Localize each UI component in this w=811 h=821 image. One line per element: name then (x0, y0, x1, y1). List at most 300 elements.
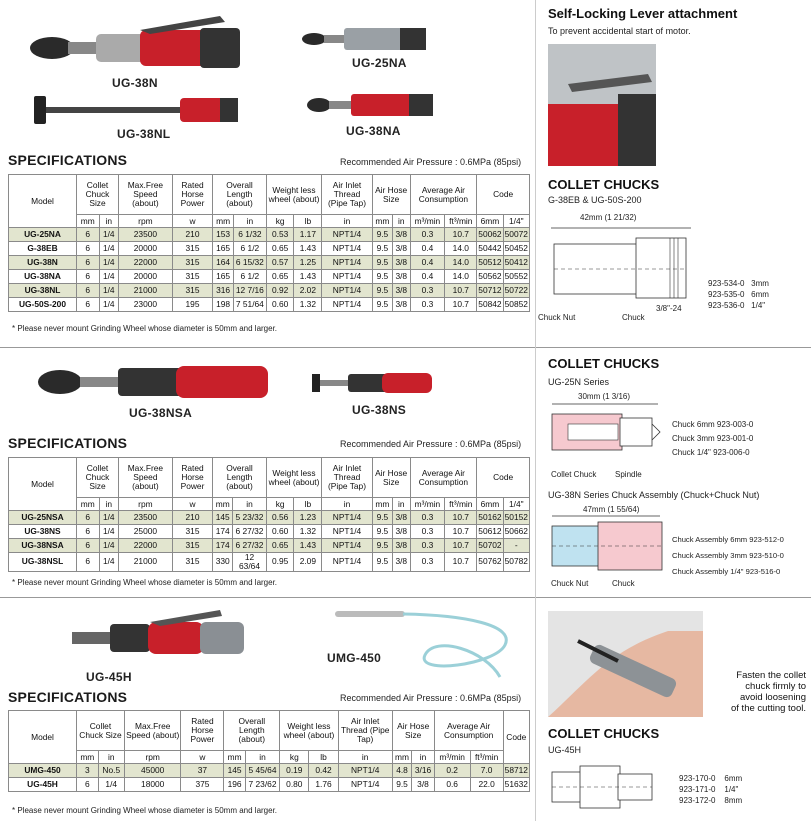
table-cell: 7 23/62 (245, 778, 279, 792)
table-cell: 6 (77, 270, 100, 284)
unit-14: 1/4" (503, 498, 529, 511)
th-collet: Collet Chuck Size (77, 175, 119, 215)
table-cell: 0.56 (266, 511, 294, 525)
cc3-part: Chuck Assembly 3mm 923-510-0 (672, 551, 784, 560)
table-cell: 165 (213, 270, 234, 284)
table-cell: 0.42 (309, 764, 338, 778)
cc2-spindle: Spindle (615, 470, 642, 479)
table-cell: 3/8 (393, 228, 411, 242)
table-cell: 6 (77, 778, 99, 792)
th-rated: Rated Horse Power (172, 175, 212, 215)
cc4-part-size: 8mm (724, 796, 743, 805)
table-cell: 50782 (503, 553, 529, 572)
table-cell: 10.7 (445, 511, 477, 525)
th-airinlet: Air Inlet Thread (Pipe Tap) (338, 711, 392, 751)
cc4-part-size: 1/4" (724, 785, 739, 794)
table-cell: 45000 (124, 764, 181, 778)
table-cell: 23500 (119, 228, 173, 242)
unit-in: in (245, 751, 279, 764)
unit-mm: mm (77, 498, 100, 511)
fasten-line: avoid loosening (739, 692, 806, 703)
table-cell: 6 (77, 298, 100, 312)
th-collet: Collet Chuck Size (77, 458, 119, 498)
umg450-label: UMG-450 (327, 651, 382, 665)
table-cell: 0.60 (266, 298, 294, 312)
table-cell: 1.25 (294, 256, 322, 270)
table-cell: 2.02 (294, 284, 322, 298)
lever-photo (548, 44, 656, 166)
table-cell: 0.65 (266, 539, 294, 553)
table-cell: 9.5 (372, 525, 392, 539)
table-cell: 6 1/2 (233, 270, 266, 284)
table-cell: 4.8 (392, 764, 412, 778)
ug45h-label: UG-45H (86, 670, 132, 684)
unit-in: in (98, 751, 124, 764)
ug38na-label: UG-38NA (346, 124, 401, 138)
fasten-text (708, 670, 806, 714)
section-divider-1 (0, 347, 811, 348)
unit-rpm: rpm (119, 498, 173, 511)
model-cell: UG-45H (9, 778, 77, 792)
table-cell: 0.3 (410, 228, 445, 242)
collet-chucks-sub-1: G-38EB & UG-50S-200 (548, 195, 642, 205)
cc4-part-size: 6mm (724, 774, 743, 783)
table-cell: 3/8 (393, 539, 411, 553)
collet-chuck-diagram-4 (548, 760, 658, 814)
table-cell: 22.0 (470, 778, 503, 792)
unit-kg: kg (266, 498, 294, 511)
ug38n-label: UG-38N (112, 76, 158, 90)
table-cell: 1/4 (99, 228, 118, 242)
unit-6mm: 6mm (477, 498, 503, 511)
table-cell: 1/4 (99, 270, 118, 284)
th-rated: Rated Horse Power (181, 711, 224, 751)
cc2-collet-chuck: Collet Chuck (551, 470, 597, 479)
cc1-chuck-nut: Chuck Nut (538, 313, 576, 322)
unit-mm: mm (372, 498, 392, 511)
ug38ns-tool-image (310, 370, 435, 396)
table-cell: 315 (172, 256, 212, 270)
table-cell: 50842 (477, 298, 503, 312)
table-cell: 50712 (477, 284, 503, 298)
collet-chuck-diagram-3 (548, 514, 666, 576)
unit-m3: m³/min (410, 215, 445, 228)
table-cell: 0.2 (434, 764, 470, 778)
recommended-pressure-2: Recommended Air Pressure : 0.6MPa (85psi) (340, 439, 522, 449)
table-cell: 0.3 (410, 525, 445, 539)
table-cell: 3/8 (393, 525, 411, 539)
model-cell: UG-38NL (9, 284, 77, 298)
table-cell: 6 1/2 (233, 242, 266, 256)
table-cell: 50762 (477, 553, 503, 572)
th-overall: Overall Length (about) (213, 458, 267, 498)
table-cell: 315 (172, 525, 212, 539)
table-cell: 50552 (503, 270, 529, 284)
fasten-line: chuck firmly to (745, 681, 806, 692)
unit-mm: mm (224, 751, 245, 764)
table-cell: 37 (181, 764, 224, 778)
table-cell: 50722 (503, 284, 529, 298)
table-row (9, 525, 530, 539)
unit-in: in (338, 751, 392, 764)
table-cell: NPT1/4 (322, 525, 373, 539)
cc3-dim: 47mm (1 55/64) (583, 505, 640, 514)
ug38na-tool-image (305, 88, 435, 122)
unit-in: in (393, 215, 411, 228)
note-2: * Please never mount Grinding Wheel whose diameter is 50mm and larger. (12, 578, 278, 587)
table-cell: 6 15/32 (233, 256, 266, 270)
table-cell: 6 (77, 256, 100, 270)
th-overall: Overall Length (about) (213, 175, 267, 215)
cc1-parts (708, 278, 769, 311)
table-cell: 0.80 (280, 778, 309, 792)
ug38nsa-tool-image (36, 362, 276, 402)
table-cell: 316 (213, 284, 234, 298)
table-cell: 1/4 (99, 553, 118, 572)
table-cell: 1.43 (294, 270, 322, 284)
unit-mm: mm (372, 215, 392, 228)
table-row (9, 764, 530, 778)
table-cell: 375 (181, 778, 224, 792)
spec-table-1 (8, 174, 530, 312)
collet-chuck-diagram-2 (548, 402, 663, 464)
table-row (9, 284, 530, 298)
table-cell: - (503, 539, 529, 553)
table-cell: 210 (172, 511, 212, 525)
table-cell: 0.3 (410, 511, 445, 525)
table-cell: NPT1/4 (338, 778, 392, 792)
table-cell: 1/4 (99, 539, 118, 553)
spec-table-2 (8, 457, 530, 572)
unit-ft3: ft³/min (445, 498, 477, 511)
table-cell: 23000 (119, 298, 173, 312)
table-cell: 153 (213, 228, 234, 242)
table-cell: 195 (172, 298, 212, 312)
unit-mm: mm (213, 215, 234, 228)
table-cell: 1.32 (294, 525, 322, 539)
table-cell: 50412 (503, 256, 529, 270)
table-cell: 9.5 (372, 539, 392, 553)
table-cell: 6 27/32 (233, 525, 267, 539)
fasten-line: Fasten the collet (736, 670, 806, 681)
th-airinlet: Air Inlet Thread (Pipe Tap) (322, 175, 373, 215)
table-cell: 196 (224, 778, 245, 792)
collet-chucks-title-1: COLLET CHUCKS (548, 177, 660, 192)
table-cell: 1/4 (99, 511, 118, 525)
th-airhose: Air Hose Size (372, 175, 410, 215)
table-cell: 58712 (503, 764, 529, 778)
collet-chuck-diagram-1 (546, 224, 696, 312)
cc1-part-size: 1/4" (751, 301, 766, 310)
th-weight: Weight less wheel (about) (266, 175, 321, 215)
table-cell: 9.5 (372, 284, 392, 298)
table-cell: 14.0 (445, 242, 477, 256)
ug25na-label: UG-25NA (352, 56, 407, 70)
table-row (9, 778, 530, 792)
table-cell: 14.0 (445, 270, 477, 284)
table-cell: 20000 (119, 242, 173, 256)
unit-rpm: rpm (119, 215, 173, 228)
table-cell: 50062 (477, 228, 503, 242)
table-cell: 315 (172, 284, 212, 298)
model-cell: UMG-450 (9, 764, 77, 778)
th-weight: Weight less wheel (about) (280, 711, 338, 751)
cc1-part-no: 923-534-0 (708, 279, 745, 288)
ug38nl-label: UG-38NL (117, 127, 171, 141)
table-cell: 3/8 (393, 242, 411, 256)
unit-mm: mm (213, 498, 233, 511)
note-3: * Please never mount Grinding Wheel whose diameter is 50mm and larger. (12, 806, 278, 815)
table-cell: 50442 (477, 242, 503, 256)
table-cell: 21000 (119, 284, 173, 298)
model-cell: UG-38NSL (9, 553, 77, 572)
table-cell: 12 7/16 (233, 284, 266, 298)
table-cell: 1.43 (294, 539, 322, 553)
table-row (9, 511, 530, 525)
table-cell: NPT1/4 (322, 511, 373, 525)
table-cell: 9.5 (372, 553, 392, 572)
unit-lb: lb (294, 215, 322, 228)
unit-w: w (172, 215, 212, 228)
table-cell: 145 (213, 511, 233, 525)
table-cell: 174 (213, 525, 233, 539)
unit-14: 1/4" (503, 215, 529, 228)
table-cell: 51632 (503, 778, 529, 792)
unit-kg: kg (280, 751, 309, 764)
spec-title-3: SPECIFICATIONS (8, 689, 128, 705)
table-cell: 14.0 (445, 256, 477, 270)
note-1: * Please never mount Grinding Wheel whose diameter is 50mm and larger. (12, 324, 278, 333)
table-cell: 1/4 (99, 284, 118, 298)
cc3-chuck: Chuck (612, 579, 635, 588)
table-cell: 6 27/32 (233, 539, 267, 553)
ug38ns-label: UG-38NS (352, 403, 407, 417)
table-cell: 1.76 (309, 778, 338, 792)
unit-m3: m³/min (410, 498, 445, 511)
cc2-part: Chuck 3mm 923-001-0 (672, 434, 754, 443)
table-cell: 18000 (124, 778, 181, 792)
table-cell: 1/4 (99, 525, 118, 539)
unit-w: w (181, 751, 224, 764)
table-cell: 315 (172, 553, 212, 572)
table-cell: 0.4 (410, 256, 445, 270)
table-cell: NPT1/4 (322, 539, 373, 553)
table-cell: 3/8 (393, 256, 411, 270)
cc1-part-size: 6mm (751, 290, 769, 299)
th-maxfree: Max.Free Speed (about) (124, 711, 181, 751)
ug38n-tool-image (20, 8, 250, 78)
table-cell: NPT1/4 (322, 256, 373, 270)
table-cell: 6 (77, 553, 100, 572)
table-cell: 0.4 (410, 242, 445, 256)
table-cell: 2.09 (294, 553, 322, 572)
lever-title: Self-Locking Lever attachment (548, 6, 738, 21)
table-cell: NPT1/4 (322, 284, 373, 298)
table-cell: 25000 (119, 525, 173, 539)
th-maxfree: Max.Free Speed (about) (119, 175, 173, 215)
cc4-parts (679, 773, 742, 806)
table-cell: 50852 (503, 298, 529, 312)
table-cell: 0.57 (266, 256, 294, 270)
cc4-part-no: 923-170-0 (679, 774, 716, 783)
table-cell: 6 (77, 242, 100, 256)
table-cell: 50072 (503, 228, 529, 242)
table-row (9, 298, 530, 312)
collet-chucks-sub-3: UG-38N Series Chuck Assembly (Chuck+Chuck Nut) (548, 490, 760, 500)
collet-chucks-title-2: COLLET CHUCKS (548, 356, 660, 371)
table-cell: No.5 (98, 764, 124, 778)
table-cell: 330 (213, 553, 233, 572)
table-cell: 1.43 (294, 242, 322, 256)
model-cell: UG-38NSA (9, 539, 77, 553)
cc1-part-no: 923-535-0 (708, 290, 745, 299)
model-cell: G-38EB (9, 242, 77, 256)
table-cell: 50702 (477, 539, 503, 553)
table-cell: 6 (77, 511, 100, 525)
table-cell: 6 1/32 (233, 228, 266, 242)
table-cell: 10.7 (445, 284, 477, 298)
th-airhose: Air Hose Size (392, 711, 434, 751)
fasten-photo (548, 611, 703, 717)
table-cell: 174 (213, 539, 233, 553)
table-cell: 9.5 (372, 228, 392, 242)
unit-ft3: ft³/min (445, 215, 477, 228)
table-row (9, 256, 530, 270)
fasten-line: of the cutting tool. (731, 703, 806, 714)
table-cell: 5 45/64 (245, 764, 279, 778)
cc4-part-no: 923-172-0 (679, 796, 716, 805)
unit-mm: mm (392, 751, 412, 764)
unit-in: in (322, 215, 373, 228)
model-cell: UG-25NA (9, 228, 77, 242)
cc2-dim: 30mm (1 3/16) (578, 392, 631, 401)
table-cell: 9.5 (392, 778, 412, 792)
table-cell: 3/8 (393, 284, 411, 298)
unit-rpm: rpm (124, 751, 181, 764)
table-cell: 0.65 (266, 270, 294, 284)
column-divider (535, 0, 536, 821)
table-cell: 198 (213, 298, 234, 312)
model-cell: UG-38NA (9, 270, 77, 284)
table-cell: 1/4 (98, 778, 124, 792)
table-cell: 3/8 (393, 270, 411, 284)
th-code: Code (477, 175, 530, 215)
table-row (9, 270, 530, 284)
table-cell: 23500 (119, 511, 173, 525)
unit-in: in (322, 498, 373, 511)
model-cell: UG-38N (9, 256, 77, 270)
table-cell: NPT1/4 (322, 270, 373, 284)
th-model: Model (9, 711, 77, 764)
cc2-part: Chuck 1/4" 923-006-0 (672, 448, 750, 457)
table-cell: 210 (172, 228, 212, 242)
table-cell: 1.32 (294, 298, 322, 312)
table-row (9, 242, 530, 256)
unit-6mm: 6mm (477, 215, 503, 228)
th-airhose: Air Hose Size (372, 458, 410, 498)
spec-table-3 (8, 710, 530, 792)
table-cell: 9.5 (372, 298, 392, 312)
section-divider-2 (0, 597, 811, 598)
unit-m3: m³/min (434, 751, 470, 764)
table-cell: NPT1/4 (322, 298, 373, 312)
spec-title-2: SPECIFICATIONS (8, 435, 128, 451)
table-cell: 315 (172, 539, 212, 553)
unit-lb: lb (294, 498, 322, 511)
model-cell: UG-25NSA (9, 511, 77, 525)
table-row (9, 553, 530, 572)
collet-chucks-sub-4: UG-45H (548, 745, 582, 755)
unit-ft3: ft³/min (470, 751, 503, 764)
th-avgair: Average Air Consumption (410, 175, 477, 215)
table-cell: 7.0 (470, 764, 503, 778)
ug38nsa-label: UG-38NSA (129, 406, 193, 420)
table-cell: 10.7 (445, 553, 477, 572)
table-cell: 0.3 (410, 553, 445, 572)
table-cell: 1.17 (294, 228, 322, 242)
table-cell: 9.5 (372, 270, 392, 284)
table-cell: 5 23/32 (233, 511, 267, 525)
table-cell: 9.5 (372, 256, 392, 270)
th-airinlet: Air Inlet Thread (Pipe Tap) (322, 458, 373, 498)
spec-title-1: SPECIFICATIONS (8, 152, 128, 168)
table-cell: 0.92 (266, 284, 294, 298)
cc1-part-size: 3mm (751, 279, 769, 288)
table-cell: 0.6 (434, 778, 470, 792)
table-cell: 6 (77, 284, 100, 298)
table-cell: 6 (77, 228, 100, 242)
ug45h-tool-image (70, 606, 250, 670)
unit-mm: mm (77, 751, 99, 764)
table-cell: 0.65 (266, 242, 294, 256)
table-cell: 50162 (477, 511, 503, 525)
model-cell: UG-38NS (9, 525, 77, 539)
table-cell: 10.7 (445, 539, 477, 553)
th-code: Code (503, 711, 529, 764)
table-cell: 164 (213, 256, 234, 270)
th-rated: Rated Horse Power (172, 458, 212, 498)
th-code: Code (477, 458, 530, 498)
ug25na-tool-image (300, 22, 430, 56)
unit-in: in (99, 498, 118, 511)
th-overall: Overall Length (about) (224, 711, 280, 751)
th-model: Model (9, 458, 77, 511)
lever-subtitle: To prevent accidental start of motor. (548, 26, 691, 36)
unit-in: in (99, 215, 118, 228)
table-cell: 0.4 (410, 270, 445, 284)
table-cell: 0.60 (266, 525, 294, 539)
collet-chucks-title-4: COLLET CHUCKS (548, 726, 660, 741)
cc1-chuck: Chuck (622, 313, 645, 322)
table-cell: 21000 (119, 553, 173, 572)
collet-chucks-sub-2: UG-25N Series (548, 377, 610, 387)
recommended-pressure-1: Recommended Air Pressure : 0.6MPa (85psi) (340, 157, 522, 167)
table-cell: 7 51/64 (233, 298, 266, 312)
table-cell: 22000 (119, 539, 173, 553)
recommended-pressure-3: Recommended Air Pressure : 0.6MPa (85psi) (340, 693, 522, 703)
cc3-part: Chuck Assembly 1/4" 923-516-0 (672, 567, 781, 576)
table-cell: 10.7 (445, 298, 477, 312)
table-cell: 3/8 (393, 298, 411, 312)
cc3-parts (672, 532, 784, 580)
table-cell: 50612 (477, 525, 503, 539)
table-cell: 50452 (503, 242, 529, 256)
table-cell: NPT1/4 (338, 764, 392, 778)
table-cell: NPT1/4 (322, 553, 373, 572)
table-cell: 145 (224, 764, 245, 778)
cc2-part: Chuck 6mm 923-003-0 (672, 420, 754, 429)
table-cell: 1.23 (294, 511, 322, 525)
